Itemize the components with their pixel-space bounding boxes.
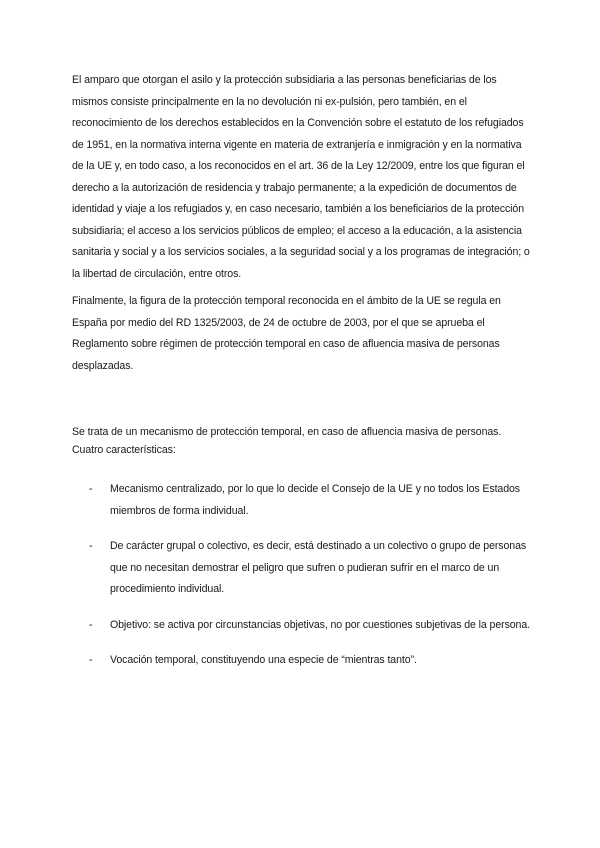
bullet-dash: - bbox=[89, 540, 93, 552]
list-item-text: De carácter grupal o colectivo, es decir, está destinado a un colectivo o grupo de personas que no necesitan demostrar el peligro que sufren o pudieran sufrir en el marco de un procedimiento individual. bbox=[110, 540, 527, 595]
paragraph-proteccion-temporal: Finalmente, la figura de la protección temporal reconocida en el ámbito de la UE se regula en España por medio del RD 1325/2003, de 24 de octubre de 2003, por el que se aprueba el Reglamento sobre régimen de protección temporal en caso de afluencia masiva de personas desplazadas. bbox=[72, 295, 501, 372]
list-item-text: Vocación temporal, constituyendo una especie de “mientras tanto”. bbox=[110, 654, 417, 666]
list-item bbox=[72, 615, 532, 637]
document-body bbox=[72, 70, 532, 686]
list-item-text: Objetivo: se activa por circunstancias objetivas, no por cuestiones subjetivas de la persona. bbox=[110, 618, 530, 631]
list-item-text: Mecanismo centralizado, por lo que lo decide el Consejo de la UE y no todos los Estados miembros de forma individual. bbox=[110, 483, 520, 517]
bullet-dash: - bbox=[89, 654, 93, 666]
characteristics-list bbox=[72, 479, 532, 672]
list-item bbox=[72, 479, 532, 522]
paragraph-mecanismo: Se trata de un mecanismo de protección temporal, en caso de afluencia masiva de personas. Cuatro características: bbox=[72, 426, 502, 456]
list-item bbox=[72, 536, 532, 601]
list-item bbox=[72, 650, 532, 672]
paragraph-asilo: El amparo que otorgan el asilo y la protección subsidiaria a las personas beneficiarias de los mismos consiste principalmente en la no devolución ni ex-pulsión, pero también, en el reconocimiento de los derechos establecidos en la Convención sobre el estatuto de los refugiados de 1951, en la normativa interna vigente en materia de extranjería e inmigración y en la normativa de la UE y, en todo caso, a los reconocidos en el art. 36 de la Ley 12/2009, entre los que figuran el derecho a la autorización de residencia y trabajo permanente; a la expedición de documentos de identidad y viaje a los refugiados y, en caso necesario, también a los beneficiarios de la protección subsidiaria; el acceso a los servicios públicos de empleo; el acceso a la educación, a la asistencia sanitaria y social y a los servicios sociales, a la seguridad social y a los programas de integración; o la libertad de circulación, entre otros. bbox=[72, 74, 530, 280]
bullet-dash: - bbox=[89, 483, 93, 495]
bullet-dash: - bbox=[89, 618, 93, 631]
